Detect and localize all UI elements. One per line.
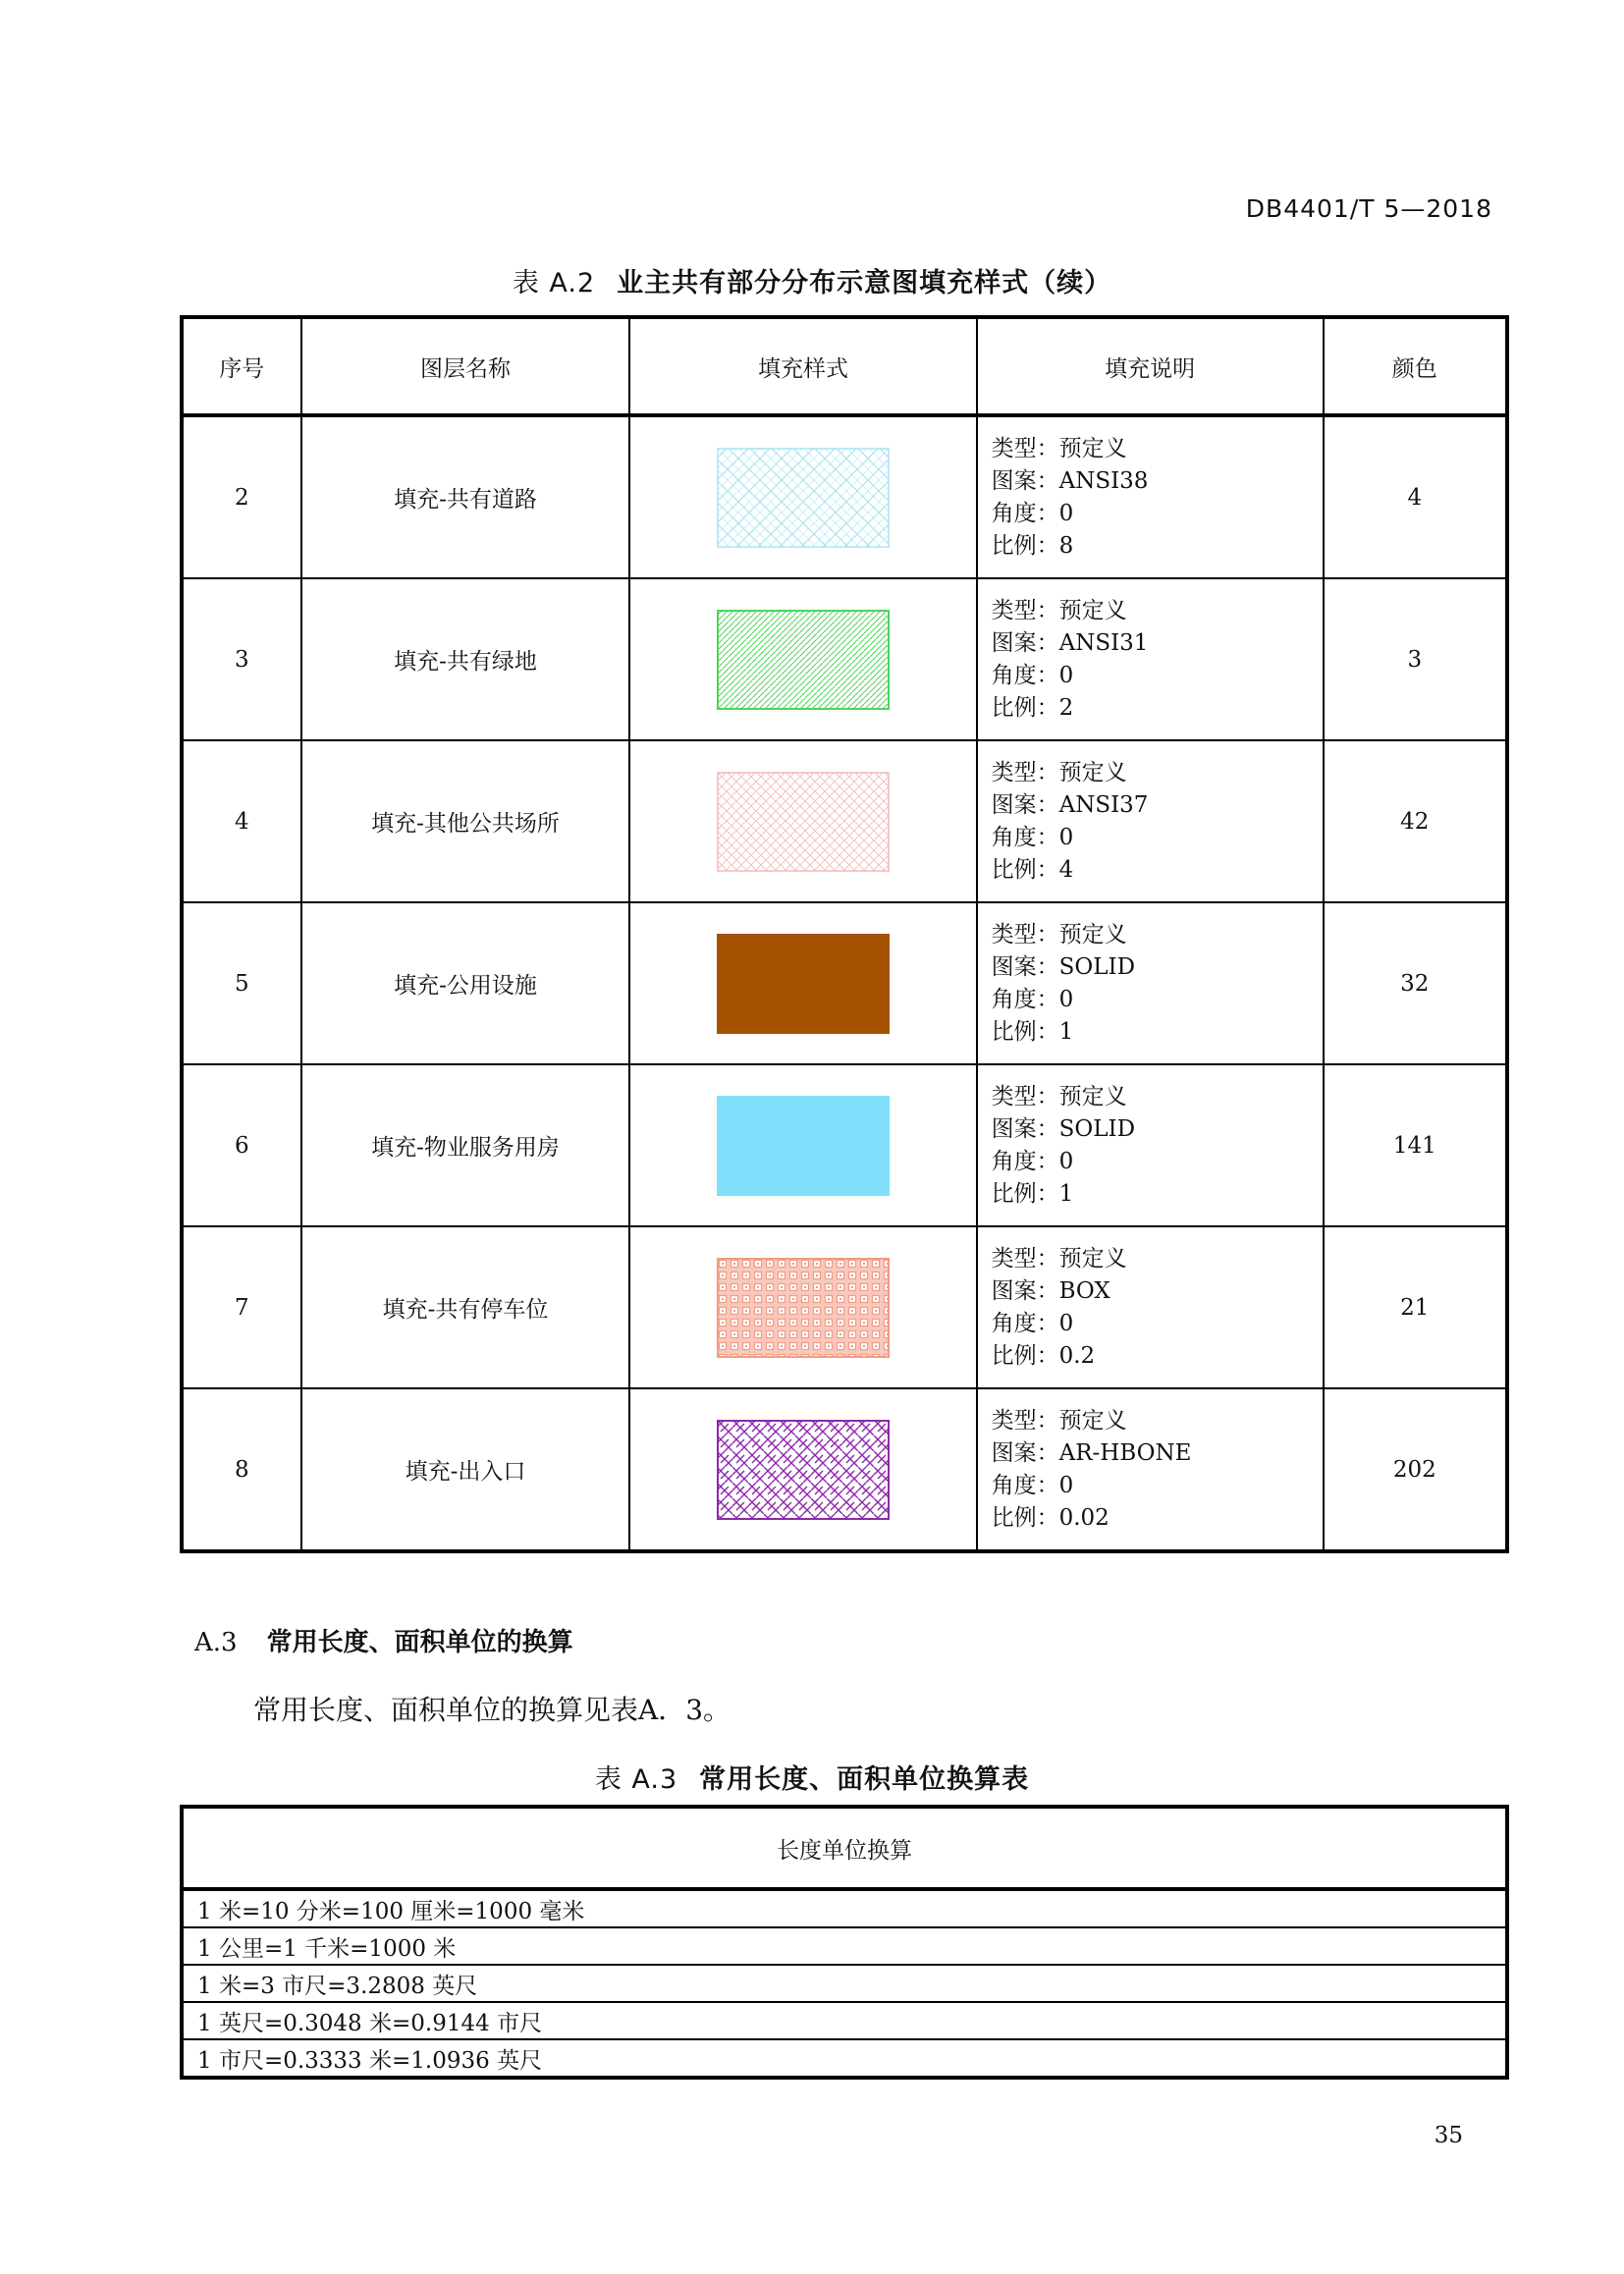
desc-line: 比例：8 xyxy=(991,532,1074,559)
cell-color: 21 xyxy=(1324,1226,1507,1388)
desc-line: 图案：ANSI31 xyxy=(991,629,1149,656)
cell-fill-desc xyxy=(977,740,1324,902)
table-row xyxy=(182,902,1507,1064)
cell-layer-name: 填充-物业服务用房 xyxy=(301,1064,630,1226)
unit-table-header: 长度单位换算 xyxy=(182,1807,1507,1889)
table-row xyxy=(182,1889,1507,1927)
table-a3-caption xyxy=(0,1758,1624,1796)
cell-fill-swatch xyxy=(629,1226,976,1388)
header-fill-style: 填充样式 xyxy=(629,317,976,415)
desc-line: 类型：预定义 xyxy=(991,1083,1127,1110)
cell-fill-desc xyxy=(977,902,1324,1064)
header-color: 颜色 xyxy=(1324,317,1507,415)
section-number: A.3 xyxy=(194,1628,238,1657)
table-a3-caption-title: 常用长度、面积单位换算表 xyxy=(699,1764,1030,1795)
cell-fill-swatch xyxy=(629,902,976,1064)
cell-fill-swatch xyxy=(629,1388,976,1551)
desc-line: 类型：预定义 xyxy=(991,1245,1127,1272)
table-row xyxy=(182,1965,1507,2002)
cell-seq: 7 xyxy=(182,1226,301,1388)
unit-conversion-cell: 1 市尺=0.3333 米=1.0936 英尺 xyxy=(182,2039,1507,2078)
table-row xyxy=(182,578,1507,740)
cell-seq: 4 xyxy=(182,740,301,902)
diamond-lattice-hatch-icon xyxy=(717,448,890,548)
desc-line: 角度：0 xyxy=(991,1148,1074,1174)
desc-line: 图案：BOX xyxy=(991,1277,1110,1304)
crosshatch-hatch-icon xyxy=(717,772,890,872)
unit-conversion-table xyxy=(180,1805,1509,2080)
cell-fill-swatch xyxy=(629,578,976,740)
table-row xyxy=(182,415,1507,578)
desc-line: 类型：预定义 xyxy=(991,435,1127,461)
desc-line: 类型：预定义 xyxy=(991,1407,1127,1434)
table-row xyxy=(182,1927,1507,1965)
standard-code: DB4401/T 5—2018 xyxy=(1245,194,1492,223)
desc-line: 比例：1 xyxy=(991,1018,1074,1045)
table-a2-caption-number: 表 A.2 xyxy=(512,268,596,298)
unit-conversion-cell: 1 米=3 市尺=3.2808 英尺 xyxy=(182,1965,1507,2002)
fill-table-body xyxy=(182,415,1507,1551)
section-a3-heading xyxy=(194,1622,573,1658)
cell-layer-name: 填充-共有停车位 xyxy=(301,1226,630,1388)
desc-line: 角度：0 xyxy=(991,1472,1074,1498)
page-number: 35 xyxy=(1434,2123,1463,2148)
header-fill-desc: 填充说明 xyxy=(977,317,1324,415)
table-a3-caption-number: 表 A.3 xyxy=(594,1764,678,1795)
desc-line: 角度：0 xyxy=(991,662,1074,688)
cell-seq: 8 xyxy=(182,1388,301,1551)
section-paragraph: 常用长度、面积单位的换算见表A．3。 xyxy=(253,1694,731,1726)
table-a2-caption xyxy=(0,261,1624,299)
table-row xyxy=(182,2039,1507,2078)
box-hatch-icon xyxy=(717,1258,890,1358)
desc-line: 角度：0 xyxy=(991,500,1074,526)
desc-line: 类型：预定义 xyxy=(991,921,1127,948)
desc-line: 比例：4 xyxy=(991,856,1074,883)
header-layer-name: 图层名称 xyxy=(301,317,630,415)
cell-fill-desc xyxy=(977,1226,1324,1388)
desc-line: 比例：0.02 xyxy=(991,1504,1110,1531)
cell-fill-swatch xyxy=(629,1064,976,1226)
section-title: 常用长度、面积单位的换算 xyxy=(266,1628,573,1657)
herringbone-hatch-icon xyxy=(717,1420,890,1520)
desc-line: 类型：预定义 xyxy=(991,759,1127,785)
desc-line: 比例：2 xyxy=(991,694,1074,721)
cell-fill-desc xyxy=(977,1064,1324,1226)
table-header-row xyxy=(182,317,1507,415)
unit-conversion-cell: 1 米=10 分米=100 厘米=1000 毫米 xyxy=(182,1889,1507,1927)
cell-color: 32 xyxy=(1324,902,1507,1064)
cell-color: 141 xyxy=(1324,1064,1507,1226)
desc-line: 角度：0 xyxy=(991,986,1074,1012)
unit-conversion-cell: 1 公里=1 千米=1000 米 xyxy=(182,1927,1507,1965)
fill-style-table xyxy=(180,315,1509,1553)
desc-line: 图案：AR-HBONE xyxy=(991,1439,1192,1466)
solid-fill-icon xyxy=(717,934,890,1034)
cell-color: 42 xyxy=(1324,740,1507,902)
desc-line: 图案：SOLID xyxy=(991,953,1136,980)
cell-seq: 6 xyxy=(182,1064,301,1226)
desc-line: 图案：SOLID xyxy=(991,1115,1136,1142)
cell-layer-name: 填充-出入口 xyxy=(301,1388,630,1551)
table-row xyxy=(182,2002,1507,2039)
unit-table-body xyxy=(182,1889,1507,2078)
cell-layer-name: 填充-公用设施 xyxy=(301,902,630,1064)
cell-seq: 3 xyxy=(182,578,301,740)
table-row xyxy=(182,740,1507,902)
cell-seq: 5 xyxy=(182,902,301,1064)
cell-fill-desc xyxy=(977,578,1324,740)
cell-color: 4 xyxy=(1324,415,1507,578)
table-row xyxy=(182,1226,1507,1388)
header-seq: 序号 xyxy=(182,317,301,415)
cell-layer-name: 填充-其他公共场所 xyxy=(301,740,630,902)
table-row xyxy=(182,1064,1507,1226)
cell-fill-desc xyxy=(977,415,1324,578)
desc-line: 比例：1 xyxy=(991,1180,1074,1207)
desc-line: 角度：0 xyxy=(991,824,1074,850)
diagonal-line-hatch-icon xyxy=(717,610,890,710)
desc-line: 比例：0.2 xyxy=(991,1342,1096,1369)
cell-layer-name: 填充-共有绿地 xyxy=(301,578,630,740)
desc-line: 图案：ANSI37 xyxy=(991,791,1149,818)
cell-fill-desc xyxy=(977,1388,1324,1551)
table-row xyxy=(182,1388,1507,1551)
cell-color: 3 xyxy=(1324,578,1507,740)
cell-fill-swatch xyxy=(629,415,976,578)
unit-conversion-cell: 1 英尺=0.3048 米=0.9144 市尺 xyxy=(182,2002,1507,2039)
cell-seq: 2 xyxy=(182,415,301,578)
solid-fill-icon xyxy=(717,1096,890,1196)
desc-line: 图案：ANSI38 xyxy=(991,467,1149,494)
cell-color: 202 xyxy=(1324,1388,1507,1551)
desc-line: 角度：0 xyxy=(991,1310,1074,1336)
desc-line: 类型：预定义 xyxy=(991,597,1127,623)
cell-layer-name: 填充-共有道路 xyxy=(301,415,630,578)
cell-fill-swatch xyxy=(629,740,976,902)
table-a2-caption-title: 业主共有部分分布示意图填充样式（续） xyxy=(617,268,1112,298)
